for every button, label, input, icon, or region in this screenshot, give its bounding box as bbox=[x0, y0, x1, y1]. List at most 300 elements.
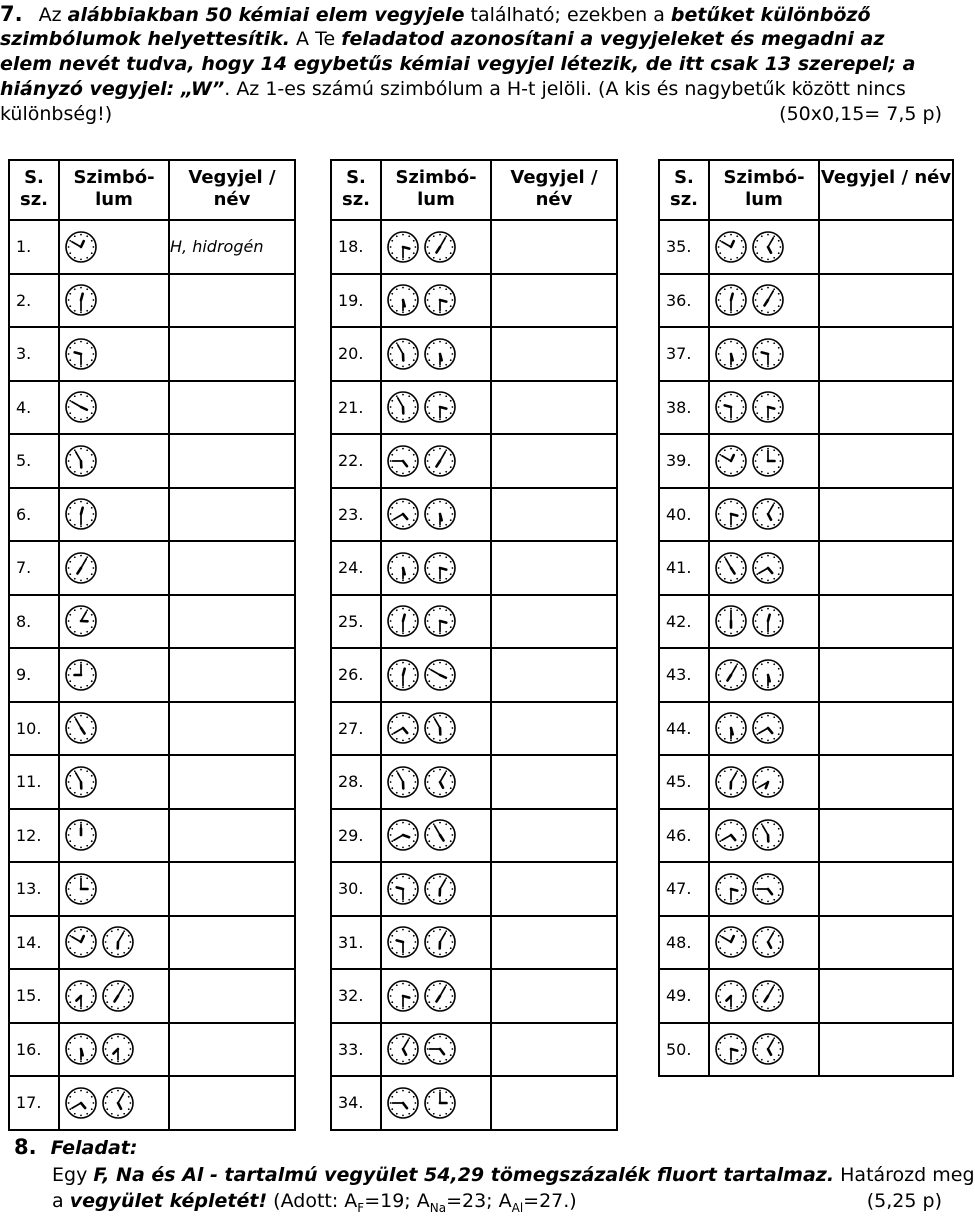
clock-icon bbox=[423, 711, 457, 745]
clock-icon bbox=[423, 1032, 457, 1066]
table-row bbox=[9, 916, 295, 970]
clock-icon bbox=[386, 497, 420, 531]
clock-icon bbox=[423, 818, 457, 852]
symbol-cell bbox=[381, 381, 491, 435]
table-row bbox=[331, 1023, 617, 1077]
table-row bbox=[659, 327, 953, 381]
clock-icon bbox=[751, 872, 785, 906]
table-row bbox=[659, 969, 953, 1023]
clock-icon bbox=[101, 1086, 135, 1120]
answer-cell[interactable] bbox=[169, 327, 295, 381]
task8-title: Feladat: bbox=[51, 1137, 138, 1159]
clock-icon bbox=[423, 1086, 457, 1120]
clock-icon bbox=[714, 872, 748, 906]
row-number: 19. bbox=[331, 274, 381, 328]
answer-cell[interactable] bbox=[819, 969, 953, 1023]
clock-icon bbox=[423, 337, 457, 371]
answer-cell[interactable] bbox=[491, 220, 617, 274]
header-serial: S. sz. bbox=[659, 160, 709, 220]
clock-icon bbox=[423, 872, 457, 906]
row-number: 43. bbox=[659, 648, 709, 702]
task7-points: (50x0,15= 7,5 p) bbox=[779, 102, 942, 127]
task7-line3: elem nevét tudva, hogy 14 egybetűs kémiai vegyjel létezik, de itt csak 13 szerepel; a bbox=[0, 52, 915, 77]
symbol-cell bbox=[709, 381, 819, 435]
clock-icon bbox=[64, 765, 98, 799]
header-symbol: Szimbó-lum bbox=[381, 160, 491, 220]
clock-icon bbox=[386, 444, 420, 478]
answer-cell[interactable] bbox=[169, 1076, 295, 1130]
task8-number: 8. bbox=[14, 1135, 37, 1159]
row-number: 1. bbox=[9, 220, 59, 274]
answer-cell[interactable] bbox=[491, 434, 617, 488]
answer-cell[interactable]: H, hidrogén bbox=[169, 220, 295, 274]
row-number: 49. bbox=[659, 969, 709, 1023]
symbol-cell bbox=[59, 220, 169, 274]
table-row bbox=[9, 381, 295, 435]
symbol-cell bbox=[59, 274, 169, 328]
clock-icon bbox=[386, 711, 420, 745]
clock-icon bbox=[64, 337, 98, 371]
row-number: 2. bbox=[9, 274, 59, 328]
row-number: 27. bbox=[331, 702, 381, 756]
clock-icon bbox=[751, 818, 785, 852]
table-row bbox=[331, 434, 617, 488]
clock-icon bbox=[386, 551, 420, 585]
table-row bbox=[659, 648, 953, 702]
clock-icon bbox=[714, 979, 748, 1013]
symbol-cell bbox=[709, 541, 819, 595]
header-symbol: Szimbó-lum bbox=[709, 160, 819, 220]
row-number: 50. bbox=[659, 1023, 709, 1077]
table-row bbox=[9, 274, 295, 328]
clock-icon bbox=[423, 283, 457, 317]
clock-icon bbox=[101, 925, 135, 959]
symbol-cell bbox=[709, 916, 819, 970]
clock-icon bbox=[714, 711, 748, 745]
header-name: Vegyjel / név bbox=[819, 160, 953, 220]
clock-icon bbox=[714, 658, 748, 692]
symbol-cell bbox=[381, 648, 491, 702]
clock-icon bbox=[64, 497, 98, 531]
clock-icon bbox=[386, 604, 420, 638]
symbol-cell bbox=[709, 648, 819, 702]
clock-icon bbox=[423, 979, 457, 1013]
task8-line1: Egy F, Na és Al - tartalmú vegyület 54,29 tömegszázalék fluort tartalmaz. Határozd meg bbox=[52, 1162, 975, 1188]
answer-cell[interactable] bbox=[819, 1023, 953, 1077]
clock-icon bbox=[386, 1086, 420, 1120]
symbol-cell bbox=[709, 969, 819, 1023]
row-number: 23. bbox=[331, 488, 381, 542]
symbol-cell bbox=[59, 648, 169, 702]
task7-line5: különbség!) bbox=[0, 102, 112, 127]
clock-icon bbox=[101, 1032, 135, 1066]
clock-icon bbox=[386, 230, 420, 264]
row-number: 36. bbox=[659, 274, 709, 328]
clock-icon bbox=[64, 604, 98, 638]
clock-icon bbox=[751, 337, 785, 371]
symbol-table-3 bbox=[658, 159, 954, 1077]
symbol-cell bbox=[59, 862, 169, 916]
answer-cell[interactable] bbox=[491, 274, 617, 328]
answer-cell[interactable] bbox=[491, 327, 617, 381]
task7-line4: hiányzó vegyjel: „W”. Az 1-es számú szimbólum a H-t jelöli. (A kis és nagybetűk között nincs bbox=[0, 77, 906, 102]
row-number: 17. bbox=[9, 1076, 59, 1130]
header-name: Vegyjel / név bbox=[491, 160, 617, 220]
clock-icon bbox=[423, 444, 457, 478]
table-row bbox=[331, 274, 617, 328]
clock-icon bbox=[751, 444, 785, 478]
table-row bbox=[331, 969, 617, 1023]
row-number: 28. bbox=[331, 755, 381, 809]
symbol-cell bbox=[709, 488, 819, 542]
clock-icon bbox=[751, 711, 785, 745]
row-number: 24. bbox=[331, 541, 381, 595]
symbol-cell bbox=[709, 809, 819, 863]
clock-icon bbox=[64, 1032, 98, 1066]
row-number: 42. bbox=[659, 595, 709, 649]
clock-icon bbox=[751, 551, 785, 585]
symbol-cell bbox=[381, 327, 491, 381]
table-row bbox=[659, 381, 953, 435]
answer-cell[interactable] bbox=[819, 702, 953, 756]
table-row bbox=[9, 1023, 295, 1077]
row-number: 6. bbox=[9, 488, 59, 542]
answer-cell[interactable] bbox=[169, 434, 295, 488]
row-number: 47. bbox=[659, 862, 709, 916]
row-number: 40. bbox=[659, 488, 709, 542]
header-serial: S. sz. bbox=[9, 160, 59, 220]
symbol-cell bbox=[59, 1076, 169, 1130]
answer-cell[interactable] bbox=[169, 809, 295, 863]
table-row bbox=[9, 1076, 295, 1130]
answer-cell[interactable] bbox=[819, 755, 953, 809]
symbol-table-1 bbox=[8, 159, 296, 1131]
answer-cell[interactable] bbox=[169, 274, 295, 328]
header-name: Vegyjel / név bbox=[169, 160, 295, 220]
clock-icon bbox=[714, 551, 748, 585]
symbol-cell bbox=[381, 1076, 491, 1130]
row-number: 35. bbox=[659, 220, 709, 274]
answer-cell[interactable] bbox=[491, 1076, 617, 1130]
row-number: 11. bbox=[9, 755, 59, 809]
row-number: 31. bbox=[331, 916, 381, 970]
task7-number: 7. bbox=[0, 2, 23, 26]
table-row bbox=[331, 809, 617, 863]
table-row bbox=[9, 969, 295, 1023]
table-row bbox=[331, 327, 617, 381]
answer-cell[interactable] bbox=[491, 381, 617, 435]
answer-cell[interactable] bbox=[169, 1023, 295, 1077]
clock-icon bbox=[714, 818, 748, 852]
table-header-row bbox=[331, 160, 617, 220]
table-row bbox=[659, 1023, 953, 1077]
clock-icon bbox=[714, 604, 748, 638]
clock-icon bbox=[64, 979, 98, 1013]
table-row bbox=[331, 1076, 617, 1130]
table-row bbox=[331, 595, 617, 649]
clock-icon bbox=[64, 1086, 98, 1120]
table-row bbox=[9, 488, 295, 542]
clock-icon bbox=[751, 1032, 785, 1066]
task8-line2: a vegyület képletét! (Adott: $A_F=19$; $A_{Na}=23$; $A_{Al}=27$.) bbox=[52, 1188, 577, 1221]
symbol-cell bbox=[59, 595, 169, 649]
clock-icon bbox=[714, 230, 748, 264]
answer-cell[interactable] bbox=[169, 969, 295, 1023]
table-row bbox=[659, 488, 953, 542]
symbol-cell bbox=[59, 916, 169, 970]
clock-icon bbox=[714, 925, 748, 959]
row-number: 21. bbox=[331, 381, 381, 435]
row-number: 22. bbox=[331, 434, 381, 488]
clock-icon bbox=[714, 444, 748, 478]
answer-cell[interactable] bbox=[819, 862, 953, 916]
clock-icon bbox=[751, 765, 785, 799]
table-header-row bbox=[659, 160, 953, 220]
clock-icon bbox=[714, 390, 748, 424]
row-number: 10. bbox=[9, 702, 59, 756]
row-number: 44. bbox=[659, 702, 709, 756]
symbol-cell bbox=[381, 969, 491, 1023]
answer-cell[interactable] bbox=[819, 381, 953, 435]
row-number: 37. bbox=[659, 327, 709, 381]
table-row bbox=[659, 274, 953, 328]
symbol-cell bbox=[709, 327, 819, 381]
clock-icon bbox=[64, 818, 98, 852]
clock-icon bbox=[751, 604, 785, 638]
row-number: 48. bbox=[659, 916, 709, 970]
clock-icon bbox=[714, 765, 748, 799]
table-row bbox=[659, 702, 953, 756]
answer-cell[interactable] bbox=[819, 488, 953, 542]
clock-icon bbox=[714, 283, 748, 317]
symbol-cell bbox=[59, 702, 169, 756]
row-number: 12. bbox=[9, 809, 59, 863]
row-number: 13. bbox=[9, 862, 59, 916]
row-number: 41. bbox=[659, 541, 709, 595]
table-row bbox=[659, 220, 953, 274]
clock-icon bbox=[423, 497, 457, 531]
clock-icon bbox=[64, 925, 98, 959]
table-row bbox=[9, 595, 295, 649]
task7-line2: szimbólumok helyettesítik. A Te feladatod azonosítani a vegyjeleket és megadni az bbox=[0, 27, 884, 52]
answer-cell[interactable] bbox=[169, 541, 295, 595]
symbol-cell bbox=[381, 916, 491, 970]
clock-icon bbox=[101, 979, 135, 1013]
symbol-cell bbox=[381, 755, 491, 809]
clock-icon bbox=[64, 872, 98, 906]
answer-cell[interactable] bbox=[491, 755, 617, 809]
symbol-cell bbox=[59, 381, 169, 435]
table-row bbox=[659, 755, 953, 809]
table-row bbox=[9, 541, 295, 595]
symbol-cell bbox=[381, 220, 491, 274]
answer-cell[interactable] bbox=[491, 916, 617, 970]
answer-cell[interactable] bbox=[819, 274, 953, 328]
clock-icon bbox=[751, 925, 785, 959]
symbol-cell bbox=[59, 541, 169, 595]
symbol-cell bbox=[59, 969, 169, 1023]
answer-cell[interactable] bbox=[169, 862, 295, 916]
answer-cell[interactable] bbox=[819, 220, 953, 274]
clock-icon bbox=[423, 390, 457, 424]
task8-title-line bbox=[0, 1134, 137, 1161]
table-row bbox=[9, 862, 295, 916]
table-row bbox=[659, 595, 953, 649]
answer-cell[interactable] bbox=[169, 595, 295, 649]
answer-cell[interactable] bbox=[491, 648, 617, 702]
clock-icon bbox=[423, 658, 457, 692]
row-number: 32. bbox=[331, 969, 381, 1023]
answer-cell[interactable] bbox=[819, 595, 953, 649]
table-row bbox=[9, 434, 295, 488]
header-symbol: Szimbó-lum bbox=[59, 160, 169, 220]
answer-cell[interactable] bbox=[169, 381, 295, 435]
clock-icon bbox=[714, 1032, 748, 1066]
table-row bbox=[659, 809, 953, 863]
row-number: 15. bbox=[9, 969, 59, 1023]
row-number: 38. bbox=[659, 381, 709, 435]
table-row bbox=[659, 916, 953, 970]
answer-cell[interactable] bbox=[491, 488, 617, 542]
clock-icon bbox=[423, 551, 457, 585]
symbol-cell bbox=[59, 434, 169, 488]
symbol-cell bbox=[381, 862, 491, 916]
symbol-cell bbox=[59, 755, 169, 809]
answer-cell[interactable] bbox=[491, 809, 617, 863]
row-number: 30. bbox=[331, 862, 381, 916]
row-number: 14. bbox=[9, 916, 59, 970]
symbol-cell bbox=[709, 862, 819, 916]
table-row bbox=[9, 648, 295, 702]
symbol-cell bbox=[381, 702, 491, 756]
answer-cell[interactable] bbox=[169, 488, 295, 542]
symbol-cell bbox=[381, 541, 491, 595]
table-row bbox=[9, 755, 295, 809]
clock-icon bbox=[423, 925, 457, 959]
clock-icon bbox=[386, 658, 420, 692]
table-row bbox=[331, 541, 617, 595]
symbol-cell bbox=[709, 274, 819, 328]
answer-cell[interactable] bbox=[819, 809, 953, 863]
answer-cell[interactable] bbox=[819, 541, 953, 595]
symbol-table-2 bbox=[330, 159, 618, 1131]
table-row bbox=[331, 862, 617, 916]
clock-icon bbox=[714, 497, 748, 531]
row-number: 25. bbox=[331, 595, 381, 649]
table-row bbox=[659, 541, 953, 595]
clock-icon bbox=[64, 658, 98, 692]
clock-icon bbox=[714, 337, 748, 371]
clock-icon bbox=[64, 230, 98, 264]
table-row bbox=[659, 862, 953, 916]
clock-icon bbox=[751, 390, 785, 424]
answer-cell[interactable] bbox=[491, 862, 617, 916]
row-number: 33. bbox=[331, 1023, 381, 1077]
table-row bbox=[331, 755, 617, 809]
answer-cell[interactable] bbox=[491, 1023, 617, 1077]
clock-icon bbox=[386, 925, 420, 959]
table-row bbox=[9, 809, 295, 863]
clock-icon bbox=[64, 283, 98, 317]
symbol-cell bbox=[59, 327, 169, 381]
answer-cell[interactable] bbox=[169, 755, 295, 809]
symbol-cell bbox=[381, 488, 491, 542]
table-row bbox=[659, 434, 953, 488]
clock-icon bbox=[423, 604, 457, 638]
answer-cell[interactable] bbox=[819, 327, 953, 381]
clock-icon bbox=[386, 337, 420, 371]
table-row bbox=[331, 702, 617, 756]
table-row bbox=[9, 702, 295, 756]
answer-cell[interactable] bbox=[169, 702, 295, 756]
table-header-row bbox=[9, 160, 295, 220]
row-number: 16. bbox=[9, 1023, 59, 1077]
clock-icon bbox=[64, 711, 98, 745]
symbol-cell bbox=[59, 809, 169, 863]
table-row bbox=[9, 327, 295, 381]
clock-icon bbox=[751, 230, 785, 264]
answer-cell[interactable] bbox=[491, 702, 617, 756]
answer-cell[interactable] bbox=[169, 648, 295, 702]
answer-cell[interactable] bbox=[819, 434, 953, 488]
clock-icon bbox=[751, 658, 785, 692]
row-number: 45. bbox=[659, 755, 709, 809]
symbol-cell bbox=[59, 1023, 169, 1077]
symbol-cell bbox=[381, 434, 491, 488]
answer-cell[interactable] bbox=[819, 916, 953, 970]
row-number: 46. bbox=[659, 809, 709, 863]
table-row bbox=[331, 916, 617, 970]
row-number: 5. bbox=[9, 434, 59, 488]
symbol-cell bbox=[381, 274, 491, 328]
row-number: 34. bbox=[331, 1076, 381, 1130]
clock-icon bbox=[751, 497, 785, 531]
table-row bbox=[331, 648, 617, 702]
symbol-cell bbox=[709, 595, 819, 649]
answer-cell[interactable] bbox=[491, 595, 617, 649]
clock-icon bbox=[386, 818, 420, 852]
row-number: 9. bbox=[9, 648, 59, 702]
row-number: 8. bbox=[9, 595, 59, 649]
row-number: 3. bbox=[9, 327, 59, 381]
row-number: 26. bbox=[331, 648, 381, 702]
answer-cell[interactable] bbox=[491, 541, 617, 595]
symbol-cell bbox=[709, 755, 819, 809]
answer-cell[interactable] bbox=[169, 916, 295, 970]
symbol-cell bbox=[381, 1023, 491, 1077]
table-row bbox=[9, 220, 295, 274]
row-number: 39. bbox=[659, 434, 709, 488]
table-row bbox=[331, 488, 617, 542]
clock-icon bbox=[751, 979, 785, 1013]
table-row bbox=[331, 381, 617, 435]
clock-icon bbox=[64, 551, 98, 585]
symbol-cell bbox=[709, 220, 819, 274]
symbol-cell bbox=[709, 1023, 819, 1077]
clock-icon bbox=[386, 979, 420, 1013]
task8-points: (5,25 p) bbox=[867, 1188, 942, 1214]
clock-icon bbox=[386, 765, 420, 799]
clock-icon bbox=[751, 283, 785, 317]
answer-cell[interactable] bbox=[491, 969, 617, 1023]
answer-cell[interactable] bbox=[819, 648, 953, 702]
task7-line1: 7. Az alábbiakban 50 kémiai elem vegyjele található; ezekben a betűket különböző bbox=[0, 2, 871, 28]
clock-icon bbox=[423, 230, 457, 264]
row-number: 4. bbox=[9, 381, 59, 435]
symbol-cell bbox=[709, 702, 819, 756]
clock-icon bbox=[64, 390, 98, 424]
symbol-cell bbox=[59, 488, 169, 542]
